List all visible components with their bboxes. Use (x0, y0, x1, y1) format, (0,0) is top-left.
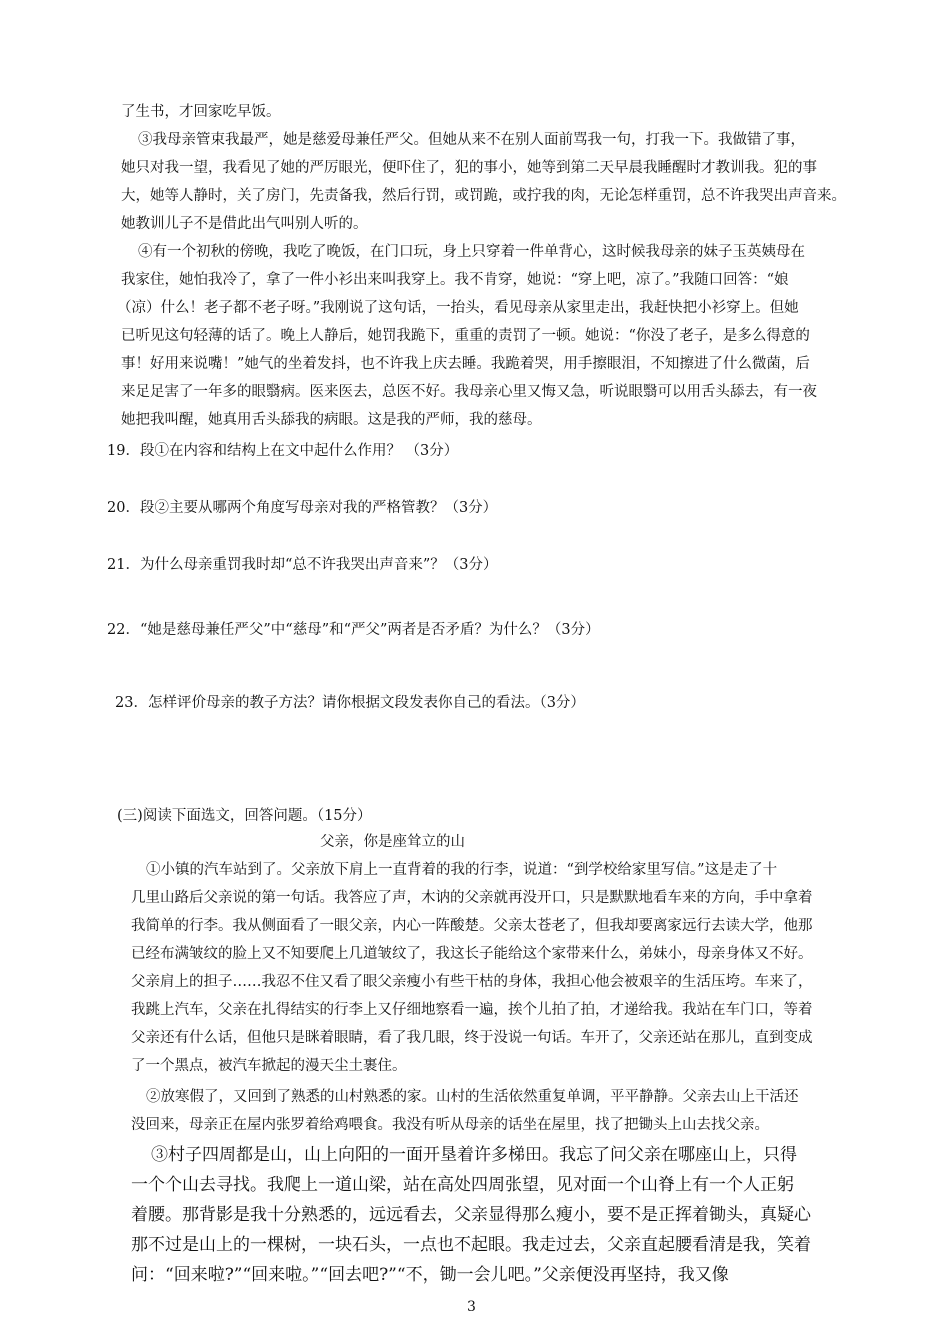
passage-line: 没回来，母亲正在屋内张罗着给鸡喂食。我没有听从母亲的话坐在屋里，找了把锄头上山去找父亲。 (131, 1117, 769, 1133)
passage-line: 父亲还有什么话，但他只是眯着眼睛，看了我几眼，终于没说一句话。车开了，父亲还站在那儿，直到变成 (131, 1030, 813, 1046)
passage-line: 着腰。那背影是我十分熟悉的，远远看去，父亲显得那么瘦小，要不是正挥着锄头，真疑心 (131, 1205, 811, 1225)
passage-line: ③我母亲管束我最严，她是慈爱母兼任严父。但她从来不在别人面前骂我一句，打我一下。我做错了事， (138, 132, 805, 148)
question-20: 20．段②主要从哪两个角度写母亲对我的严格管教？（3分） (107, 500, 498, 516)
section-heading: (三)阅读下面选文，回答问题。（15分） (117, 808, 372, 824)
passage-line: 她教训儿子不是借此出气叫别人听的。 (121, 216, 368, 232)
question-21: 21．为什么母亲重罚我时却“总不许我哭出声音来”？（3分） (107, 557, 498, 573)
page-number: 3 (467, 1299, 476, 1315)
passage-line: ②放寒假了，又回到了熟悉的山村熟悉的家。山村的生活依然重复单调，平平静静。父亲去山上干活还 (146, 1089, 799, 1105)
passage-line: 事！好用来说嘴！”她气的坐着发抖，也不许我上庆去睡。我跪着哭，用手擦眼泪，不知擦进了什么微菌，后 (121, 356, 810, 372)
passage-line: 已经布满皱纹的脸上又不知要爬上几道皱纹了，我这长子能给这个家带来什么，弟妹小，母亲身体又不好。 (131, 946, 813, 962)
passage-line: 她只对我一望，我看见了她的严厉眼光，便吓住了，犯的事小，她等到第二天早晨我睡醒时才教训我。犯的事 (121, 160, 817, 176)
passage-line: 来足足害了一年多的眼翳病。医来医去，总医不好。我母亲心里又悔又急，听说眼翳可以用舌头舔去，有一夜 (121, 384, 817, 400)
passage-line: 问：“回来啦?”“回来啦。”“回去吧?”“不，锄一会儿吧。”父亲便没再坚持，我又像 (131, 1265, 729, 1285)
passage-line: 我简单的行李。我从侧面看了一眼父亲，内心一阵酸楚。父亲太苍老了，但我却要离家远行去读大学，他那 (131, 918, 813, 934)
passage-line: 了一个黑点，被汽车掀起的漫天尘土裹住。 (131, 1058, 407, 1074)
passage-line: （凉）什么！老子都不老子呀。”我刚说了这句话，一抬头，看见母亲从家里走出，我赶快把小衫穿上。但她 (117, 300, 799, 316)
article-title: 父亲，你是座耸立的山 (320, 834, 465, 850)
passage-line: 我家住，她怕我冷了，拿了一件小衫出来叫我穿上。我不肯穿，她说：“穿上吧，凉了。”我随口回答：“娘 (121, 272, 789, 288)
passage-line: 那不过是山上的一棵树，一块石头，一点也不起眼。我走过去，父亲直起腰看清是我，笑着 (131, 1235, 811, 1255)
passage-line: 已听见这句轻薄的话了。晚上人静后，她罚我跪下，重重的责罚了一顿。她说：“你没了老子，是多么得意的 (121, 328, 810, 344)
passage-line: ③村子四周都是山，山上向阳的一面开垦着许多梯田。我忘了问父亲在哪座山上，只得 (151, 1145, 797, 1165)
passage-line: 大，她等人静时，关了房门，先责备我，然后行罚，或罚跪，或拧我的肉，无论怎样重罚，总不许我哭出声音来。 (121, 188, 846, 204)
passage-line: ①小镇的汽车站到了。父亲放下肩上一直背着的我的行李，说道：“到学校给家里写信。”这是走了十 (146, 862, 778, 878)
passage-line: 我跳上汽车，父亲在扎得结实的行李上又仔细地察看一遍，挨个儿拍了拍，才递给我。我站在车门口，等着 (131, 1002, 813, 1018)
passage-line: 几里山路后父亲说的第一句话。我答应了声，木讷的父亲就再没开口，只是默默地看车来的方向，手中拿着 (131, 890, 813, 906)
question-19: 19．段①在内容和结构上在文中起什么作用？ （3分） (107, 443, 459, 459)
passage-line: 她把我叫醒，她真用舌头舔我的病眼。这是我的严师，我的慈母。 (121, 412, 542, 428)
passage-line: 了生书，才回家吃早饭。 (121, 104, 281, 120)
question-22: 22．“她是慈母兼任严父”中“慈母”和“严父”两者是否矛盾？为什么？（3分） (107, 622, 600, 638)
passage-line: ④有一个初秋的傍晚，我吃了晚饭，在门口玩，身上只穿着一件单背心，这时候我母亲的妹子玉英姨母在 (138, 244, 805, 260)
passage-line: 父亲肩上的担子……我忍不住又看了眼父亲瘦小有些干枯的身体，我担心他会被艰辛的生活压垮。车来了， (131, 974, 813, 990)
passage-line: 一个个山去寻找。我爬上一道山梁，站在高处四周张望，见对面一个山脊上有一个人正躬 (131, 1175, 794, 1195)
question-23: 23．怎样评价母亲的教子方法？请你根据文段发表你自己的看法。（3分） (115, 695, 585, 711)
